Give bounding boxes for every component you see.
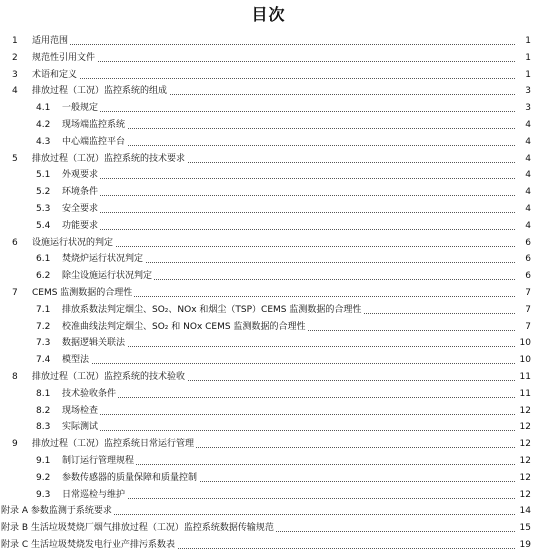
toc-entry-number: 9.2 (36, 472, 51, 483)
toc-entry-title: 制订运行管理规程 (62, 453, 136, 470)
toc-entry-number: 4.1 (36, 103, 51, 114)
toc-entry-page: 4 (517, 167, 531, 184)
toc-entry-page: 6 (517, 251, 531, 268)
toc-entry[interactable] (0, 67, 537, 84)
toc-entry-number: 8.2 (36, 405, 51, 416)
toc-entry-page: 4 (517, 184, 531, 201)
toc-entry[interactable] (0, 184, 537, 201)
toc-entry[interactable] (0, 302, 537, 319)
toc-entry-page: 11 (517, 369, 531, 386)
toc-entry[interactable] (0, 50, 537, 67)
toc-entry-number: 2 (12, 52, 18, 63)
toc-entry-title: 日常巡检与维护 (62, 487, 127, 504)
toc-entry-title: 校准曲线法判定烟尘、SO₂ 和 NOx CEMS 监测数据的合理性 (62, 319, 307, 336)
toc-entry-page: 1 (517, 50, 531, 67)
toc-entry-title: 附录 B 生活垃圾焚烧厂烟气排放过程（工况）监控系统数据传输规范 (1, 520, 276, 537)
toc-entry-title: 现场检查 (62, 403, 100, 420)
toc-entry-title: 环境条件 (62, 184, 100, 201)
toc-entry-number: 6.2 (36, 271, 51, 282)
toc-entry[interactable] (0, 201, 537, 218)
toc-entry-number: 7.4 (36, 355, 51, 366)
leader-dots (62, 498, 515, 499)
toc-entry-page: 12 (517, 487, 531, 504)
toc-entry[interactable] (0, 470, 537, 487)
toc-entry-page: 1 (517, 33, 531, 50)
toc-entry-number: 4.3 (36, 136, 51, 147)
toc-entry[interactable] (0, 503, 537, 520)
toc-entry-title: 现场端监控系统 (62, 117, 127, 134)
toc-entry-page: 4 (517, 201, 531, 218)
toc-entry-title: 数据逻辑关联法 (62, 335, 127, 352)
toc-entry-page: 1 (517, 67, 531, 84)
toc-entry-number: 9.1 (36, 455, 51, 466)
toc-entry[interactable] (0, 268, 537, 285)
toc-entry-page: 14 (517, 503, 531, 520)
toc-entry-page: 7 (517, 285, 531, 302)
toc-entry-page: 12 (517, 470, 531, 487)
toc-entry-number: 3 (12, 69, 18, 80)
toc-entry-page: 4 (517, 218, 531, 235)
leader-dots (62, 178, 515, 179)
toc-entry-page: 6 (517, 268, 531, 285)
toc-entry[interactable] (0, 436, 537, 453)
toc-entry[interactable] (0, 386, 537, 403)
toc-entry[interactable] (0, 33, 537, 50)
toc-entry[interactable] (0, 218, 537, 235)
toc-entry-number: 5.2 (36, 187, 51, 198)
toc-entry[interactable] (0, 100, 537, 117)
toc-entry[interactable] (0, 453, 537, 470)
toc-entry-number: 5 (12, 153, 18, 164)
leader-dots (32, 61, 515, 62)
leader-dots (62, 195, 515, 196)
toc-entry[interactable] (0, 487, 537, 504)
toc-entry-number: 6 (12, 237, 18, 248)
toc-entry-title: 焚烧炉运行状况判定 (62, 251, 145, 268)
toc-entry[interactable] (0, 537, 537, 554)
toc-entry-number: 7 (12, 287, 18, 298)
toc-entry-title: 技术验收条件 (62, 386, 118, 403)
toc-entry-number: 8.3 (36, 422, 51, 433)
toc-entry-title: 功能要求 (62, 218, 100, 235)
toc-entry[interactable] (0, 117, 537, 134)
toc-entry-title: 模型法 (62, 352, 91, 369)
toc-entry-page: 10 (517, 335, 531, 352)
toc-entry-title: 排放过程（工况）监控系统的技术要求 (32, 151, 187, 168)
toc-entry-number: 4.2 (36, 119, 51, 130)
toc-entry-number: 5.3 (36, 203, 51, 214)
toc-entry[interactable] (0, 335, 537, 352)
toc-entry-page: 12 (517, 436, 531, 453)
toc-entry-page: 6 (517, 235, 531, 252)
toc-entry-title: 中心端监控平台 (62, 134, 127, 151)
toc-entry-number: 6.1 (36, 254, 51, 265)
toc-entry[interactable] (0, 403, 537, 420)
toc-entry-page: 4 (517, 117, 531, 134)
toc-entry-number: 5.1 (36, 170, 51, 181)
toc-entry[interactable] (0, 235, 537, 252)
toc-entry-page: 10 (517, 352, 531, 369)
toc-entry[interactable] (0, 83, 537, 100)
leader-dots (62, 229, 515, 230)
toc-entry-page: 3 (517, 100, 531, 117)
toc-entry[interactable] (0, 352, 537, 369)
toc-entry-title: 附录 C 生活垃圾焚烧发电行业产排污系数表 (1, 537, 177, 554)
toc-entry-page: 4 (517, 134, 531, 151)
toc-entry-page: 12 (517, 419, 531, 436)
leader-dots (62, 397, 515, 398)
toc-entry-page: 15 (517, 520, 531, 537)
toc-entry-title: 除尘设施运行状况判定 (62, 268, 154, 285)
leader-dots (62, 145, 515, 146)
toc-entry[interactable] (0, 319, 537, 336)
toc-entry[interactable] (0, 134, 537, 151)
toc-entry-page: 19 (517, 537, 531, 554)
toc-entry-title: 实际测试 (62, 419, 100, 436)
toc-entry[interactable] (0, 520, 537, 537)
toc-entry-title: 排放系数法判定烟尘、SO₂、NOx 和烟尘（TSP）CEMS 监测数据的合理性 (62, 302, 363, 319)
toc-entry-title: 外观要求 (62, 167, 100, 184)
toc-entry-number: 7.1 (36, 304, 51, 315)
leader-dots (62, 363, 515, 364)
toc-entry-title: 设施运行状况的判定 (32, 235, 115, 252)
toc-entry-number: 4 (12, 86, 18, 97)
toc-entry-title: CEMS 监测数据的合理性 (32, 285, 134, 302)
toc-entry-page: 12 (517, 403, 531, 420)
toc-entry-number: 8 (12, 371, 18, 382)
toc-entry-title: 适用范围 (32, 33, 70, 50)
toc-entry-title: 排放过程（工况）监控系统的组成 (32, 83, 169, 100)
toc-entry[interactable] (0, 251, 537, 268)
leader-dots (62, 128, 515, 129)
toc-entry-title: 术语和定义 (32, 67, 79, 84)
leader-dots (32, 78, 515, 79)
toc-entry-number: 7.2 (36, 321, 51, 332)
toc-entry[interactable] (0, 369, 537, 386)
leader-dots (62, 414, 515, 415)
toc-entry-page: 7 (517, 302, 531, 319)
leader-dots (32, 44, 515, 45)
toc-entry-page: 3 (517, 83, 531, 100)
toc-entry-title: 安全要求 (62, 201, 100, 218)
toc-entry[interactable] (0, 419, 537, 436)
leader-dots (62, 430, 515, 431)
toc-entry-title: 排放过程（工况）监控系统日常运行管理 (32, 436, 196, 453)
toc-list (0, 33, 537, 554)
toc-entry-number: 9 (12, 439, 18, 450)
toc-entry-title: 规范性引用文件 (32, 50, 97, 67)
toc-entry-number: 7.3 (36, 338, 51, 349)
toc-entry-number: 1 (12, 36, 18, 46)
toc-entry-title: 附录 A 参数监测于系统要求 (1, 503, 114, 520)
leader-dots (62, 111, 515, 112)
toc-entry-page: 11 (517, 386, 531, 403)
toc-entry-title: 一般规定 (62, 100, 100, 117)
toc-entry-page: 7 (517, 319, 531, 336)
toc-entry-page: 12 (517, 453, 531, 470)
leader-dots (62, 346, 515, 347)
toc-entry-title: 排放过程（工况）监控系统的技术验收 (32, 369, 187, 386)
toc-title: 目次 (251, 5, 286, 24)
toc-entry-page: 4 (517, 151, 531, 168)
toc-entry-number: 9.3 (36, 489, 51, 500)
toc-entry[interactable] (0, 285, 537, 302)
toc-entry[interactable] (0, 167, 537, 184)
toc-entry-number: 5.4 (36, 220, 51, 231)
toc-entry-title: 参数传感器的质量保障和质量控制 (62, 470, 199, 487)
leader-dots (62, 212, 515, 213)
toc-entry-number: 8.1 (36, 388, 51, 399)
toc-entry[interactable] (0, 151, 537, 168)
